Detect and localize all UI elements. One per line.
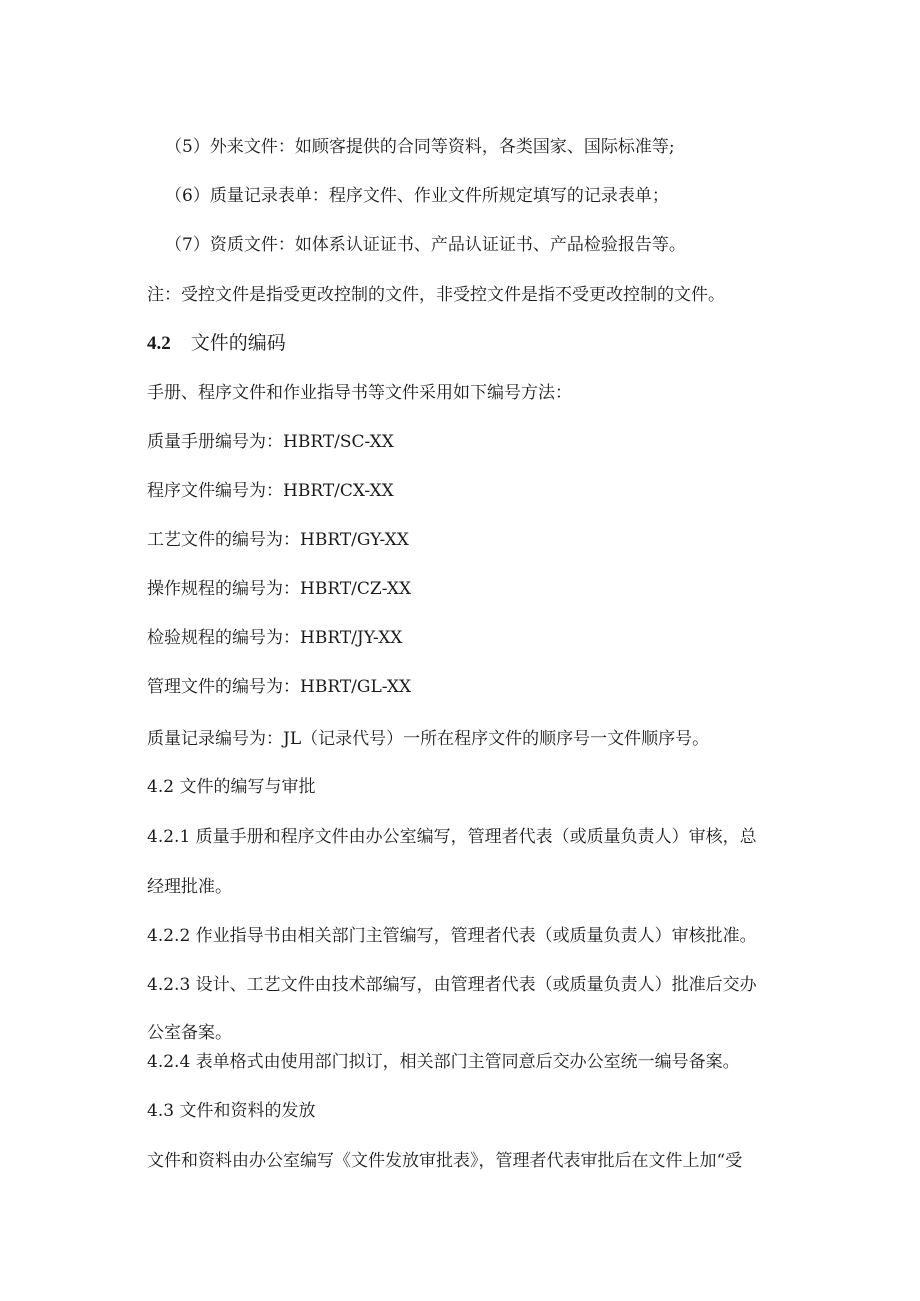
coding-intro: 手册、程序文件和作业指导书等文件采用如下编号方法： xyxy=(147,383,572,403)
list-item-7: （7）资质文件：如体系认证证书、产品认证证书、产品检验报告等。 xyxy=(165,235,686,255)
paragraph-4-2-4: 4.2.4 表单格式由使用部门拟订，相关部门主管同意后交办公室统一编号备案。 xyxy=(147,1052,740,1072)
paragraph-4-2-2: 4.2.2 作业指导书由相关部门主管编写，管理者代表（或质量负责人）审核批准。 xyxy=(147,926,757,946)
section-title: 文件的编码 xyxy=(190,332,286,354)
code-management: 管理文件的编号为：HBRT/GL-XX xyxy=(147,677,412,697)
note-paragraph: 注：受控文件是指受更改控制的文件，非受控文件是指不受更改控制的文件。 xyxy=(147,285,725,305)
subsection-heading-4-3: 4.3 文件和资料的发放 xyxy=(147,1101,316,1121)
code-process: 工艺文件的编号为：HBRT/GY-XX xyxy=(147,530,409,550)
section-number: 4.2 xyxy=(147,333,171,354)
paragraph-4-3: 文件和资料由办公室编写《文件发放审批表》，管理者代表审批后在文件上加“受 xyxy=(147,1151,743,1171)
section-heading xyxy=(147,331,286,356)
code-record: 质量记录编号为：JL（记录代号）一所在程序文件的顺序号一文件顺序号。 xyxy=(147,729,710,749)
list-item-6: （6）质量记录表单：程序文件、作业文件所规定填写的记录表单； xyxy=(165,186,669,206)
code-inspection: 检验规程的编号为：HBRT/JY-XX xyxy=(147,628,403,648)
code-operation: 操作规程的编号为：HBRT/CZ-XX xyxy=(147,579,412,599)
subsection-heading-4-2: 4.2 文件的编写与审批 xyxy=(147,777,316,797)
paragraph-4-2-3-continuation: 公室备案。 xyxy=(147,1023,232,1043)
paragraph-4-2-1-continuation: 经理批准。 xyxy=(147,877,232,897)
paragraph-4-2-3: 4.2.3 设计、工艺文件由技术部编写，由管理者代表（或质量负责人）批准后交办 xyxy=(147,975,757,995)
list-item-5: （5）外来文件：如顾客提供的合同等资料，各类国家、国际标准等; xyxy=(165,137,675,157)
code-manual: 质量手册编号为：HBRT/SC-XX xyxy=(147,432,394,452)
paragraph-4-2-1: 4.2.1 质量手册和程序文件由办公室编写，管理者代表（或质量负责人）审核，总 xyxy=(147,827,757,847)
code-procedure: 程序文件编号为：HBRT/CX-XX xyxy=(147,481,394,501)
